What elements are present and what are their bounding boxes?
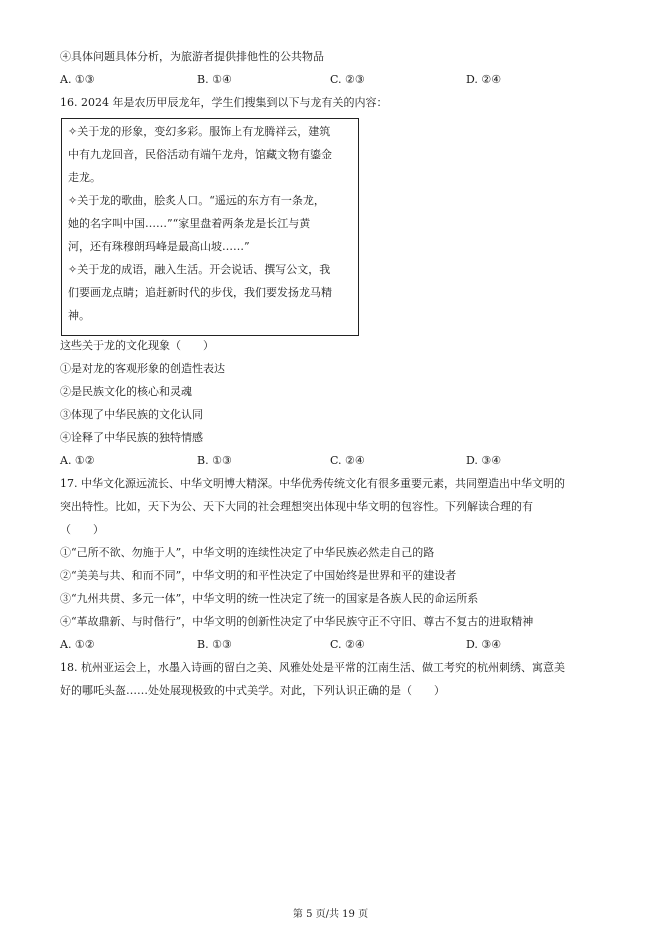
q15-options [60,73,620,87]
q15-option-b[interactable]: B. ①④ [197,73,232,86]
q16-box-line: ✧关于龙的歌曲，脍炙人口。“遥远的东方有一条龙， [68,194,325,207]
page-footer: 第 5 页/共 19 页 [292,909,369,920]
q16-item-3: ③体现了中华民族的文化认同 [60,408,203,421]
q15-option-a[interactable]: A. ①③ [60,73,95,86]
q15-option-c[interactable]: C. ②③ [330,73,365,86]
q16-item-4: ④诠释了中华民族的独特情感 [60,431,203,444]
q16-item-1: ①是对龙的客观形象的创造性表达 [60,362,225,375]
q16-box-line: 走龙。 [68,171,101,184]
q17-option-a[interactable]: A. ①② [60,638,95,651]
q15-option-d[interactable]: D. ②④ [466,73,502,86]
q17-item-2: ②“美美与共、和而不同”，中华文明的和平性决定了中国始终是世界和平的建设者 [60,569,457,582]
q17-item-4: ④“革故鼎新、与时偕行”，中华文明的创新性决定了中华民族守正不守旧、尊古不复古的进取精神 [60,615,534,628]
q16-box-line: 中有九龙回音，民俗活动有端午龙舟，馆藏文物有鎏金 [68,148,332,161]
q16-stem: 16. 2024 年是农历甲辰龙年，学生们搜集到以下与龙有关的内容： [60,96,388,109]
q17-item-1: ①“己所不欲、勿施于人”，中华文明的连续性决定了中华民族必然走自己的路 [60,546,435,559]
q16-option-c[interactable]: C. ②④ [330,454,365,467]
q16-option-d[interactable]: D. ③④ [466,454,502,467]
q17-item-3: ③“九州共贯、多元一体”，中华文明的统一性决定了统一的国家是各族人民的命运所系 [60,592,479,605]
q16-box-line: 们要画龙点睛；追赶新时代的步伐，我们要发扬龙马精 [68,286,332,299]
q16-option-b[interactable]: B. ①③ [197,454,232,467]
q16-box-line: ✧关于龙的形象，变幻多彩。服饰上有龙腾祥云，建筑 [68,125,331,138]
q16-box-line: 神。 [68,309,90,322]
q16-box-line: ✧关于龙的成语，融入生活。开会说话、撰写公文，我 [68,263,331,276]
q16-ask: 这些关于龙的文化现象（ ） [60,339,214,352]
q17-stem-line-3: （ ） [60,523,104,536]
q16-item-2: ②是民族文化的核心和灵魂 [60,385,192,398]
q16-material-box [61,118,359,336]
q16-box-line: 她的名字叫中国……”“家里盘着两条龙是长江与黄 [68,217,311,230]
q17-options [60,638,620,652]
q17-option-b[interactable]: B. ①③ [197,638,232,651]
q16-options [60,454,620,468]
q17-stem-line-2: 突出特性。比如，天下为公、天下大同的社会理想突出体现中华文明的包容性。下列解读合理的有 [60,500,533,513]
q16-option-a[interactable]: A. ①② [60,454,95,467]
q17-option-d[interactable]: D. ③④ [466,638,502,651]
q17-option-c[interactable]: C. ②④ [330,638,365,651]
q16-box-line: 河，还有珠穆朗玛峰是最高山坡……” [68,240,250,253]
q17-stem-line-1: 17. 中华文化源远流长、中华文明博大精深。中华优秀传统文化有很多重要元素，共同塑造出中华文明的 [60,477,565,490]
q15-item-4: ④具体问题具体分析，为旅游者提供排他性的公共物品 [60,50,324,63]
q18-stem-line-1: 18. 杭州亚运会上，水墨入诗画的留白之美、风雅处处是平常的江南生活、做工考究的杭州刺绣、寓意美 [60,661,565,674]
q18-stem-line-2: 好的哪吒头盔……处处展现极致的中式美学。对此，下列认识正确的是（ ） [60,684,445,697]
